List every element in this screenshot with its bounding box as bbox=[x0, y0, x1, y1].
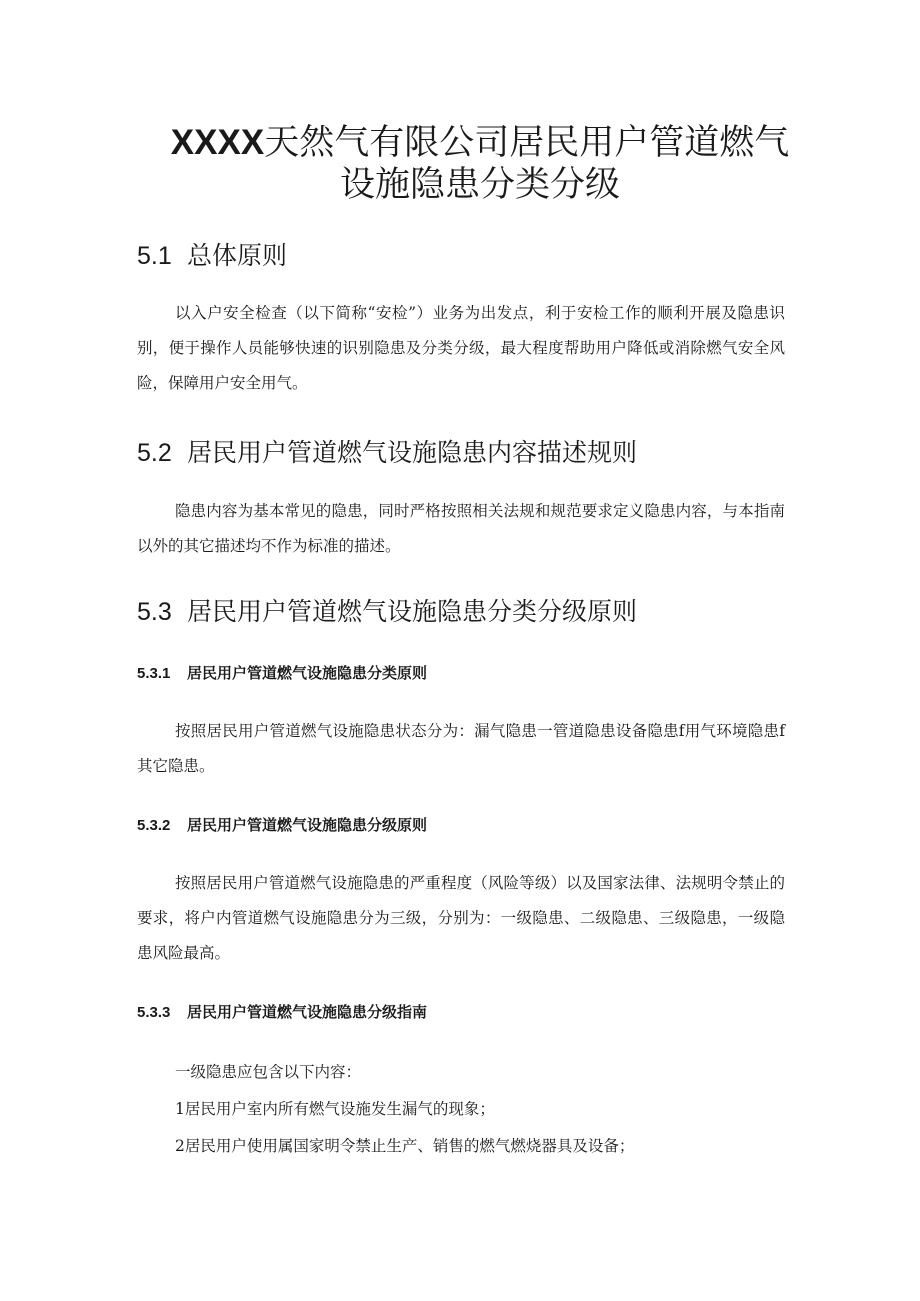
title-company-prefix: XXXX bbox=[170, 123, 265, 162]
subsection-5-3-3-intro: 一级隐患应包含以下内容： bbox=[175, 1063, 362, 1081]
subsection-title: 居民用户管道燃气设施隐患分级原则 bbox=[187, 817, 428, 834]
section-number: 5.3 bbox=[137, 598, 172, 626]
section-5-2-heading bbox=[137, 436, 637, 470]
list-item: 2居民用户使用属国家明令禁止生产、销售的燃气燃烧器具及设备； bbox=[175, 1137, 635, 1155]
subsection-title: 居民用户管道燃气设施隐患分类原则 bbox=[187, 665, 428, 682]
title-line-1-text: 天然气有限公司居民用户管道燃气 bbox=[264, 123, 790, 162]
subsection-number: 5.3.3 bbox=[137, 1004, 171, 1021]
section-title: 居民用户管道燃气设施隐患分类分级原则 bbox=[187, 598, 638, 626]
subsection-number: 5.3.1 bbox=[137, 665, 171, 682]
section-5-1-paragraph: 以入户安全检查（以下简称“安检”）业务为出发点，利于安检工作的顺利开展及隐患识别，便于操作人员能够快速的识别隐患及分类分级，最大程度帮助用户降低或消除燃气安全风险，保障用户安全用气。 bbox=[137, 304, 785, 392]
section-number: 5.2 bbox=[137, 439, 172, 467]
list-item: 1居民用户室内所有燃气设施发生漏气的现象； bbox=[175, 1100, 495, 1118]
subsection-5-3-1-heading bbox=[137, 662, 427, 686]
section-title: 居民用户管道燃气设施隐患内容描述规则 bbox=[187, 439, 638, 467]
section-number: 5.1 bbox=[137, 242, 172, 270]
section-5-1-heading bbox=[137, 239, 287, 273]
section-title: 总体原则 bbox=[187, 242, 288, 270]
subsection-5-3-3-heading bbox=[137, 1001, 427, 1025]
subsection-5-3-2-paragraph: 按照居民用户管道燃气设施隐患的严重程度（风险等级）以及国家法律、法规明令禁止的要求，将户内管道燃气设施隐患分为三级，分别为：一级隐患、二级隐患、三级隐患，一级隐患风险最高。 bbox=[137, 874, 785, 962]
document-title-line-2: 设施隐患分类分级 bbox=[339, 165, 620, 204]
subsection-5-3-1-paragraph: 按照居民用户管道燃气设施隐患状态分为：漏气隐患一管道隐患设备隐患f用气环境隐患f其它隐患。 bbox=[137, 722, 785, 775]
section-5-2-paragraph: 隐患内容为基本常见的隐患，同时严格按照相关法规和规范要求定义隐患内容，与本指南以外的其它描述均不作为标准的描述。 bbox=[137, 502, 785, 555]
subsection-title: 居民用户管道燃气设施隐患分级指南 bbox=[187, 1004, 428, 1021]
subsection-number: 5.3.2 bbox=[137, 817, 171, 834]
subsection-5-3-2-heading bbox=[137, 814, 427, 838]
section-5-3-heading bbox=[137, 595, 637, 629]
